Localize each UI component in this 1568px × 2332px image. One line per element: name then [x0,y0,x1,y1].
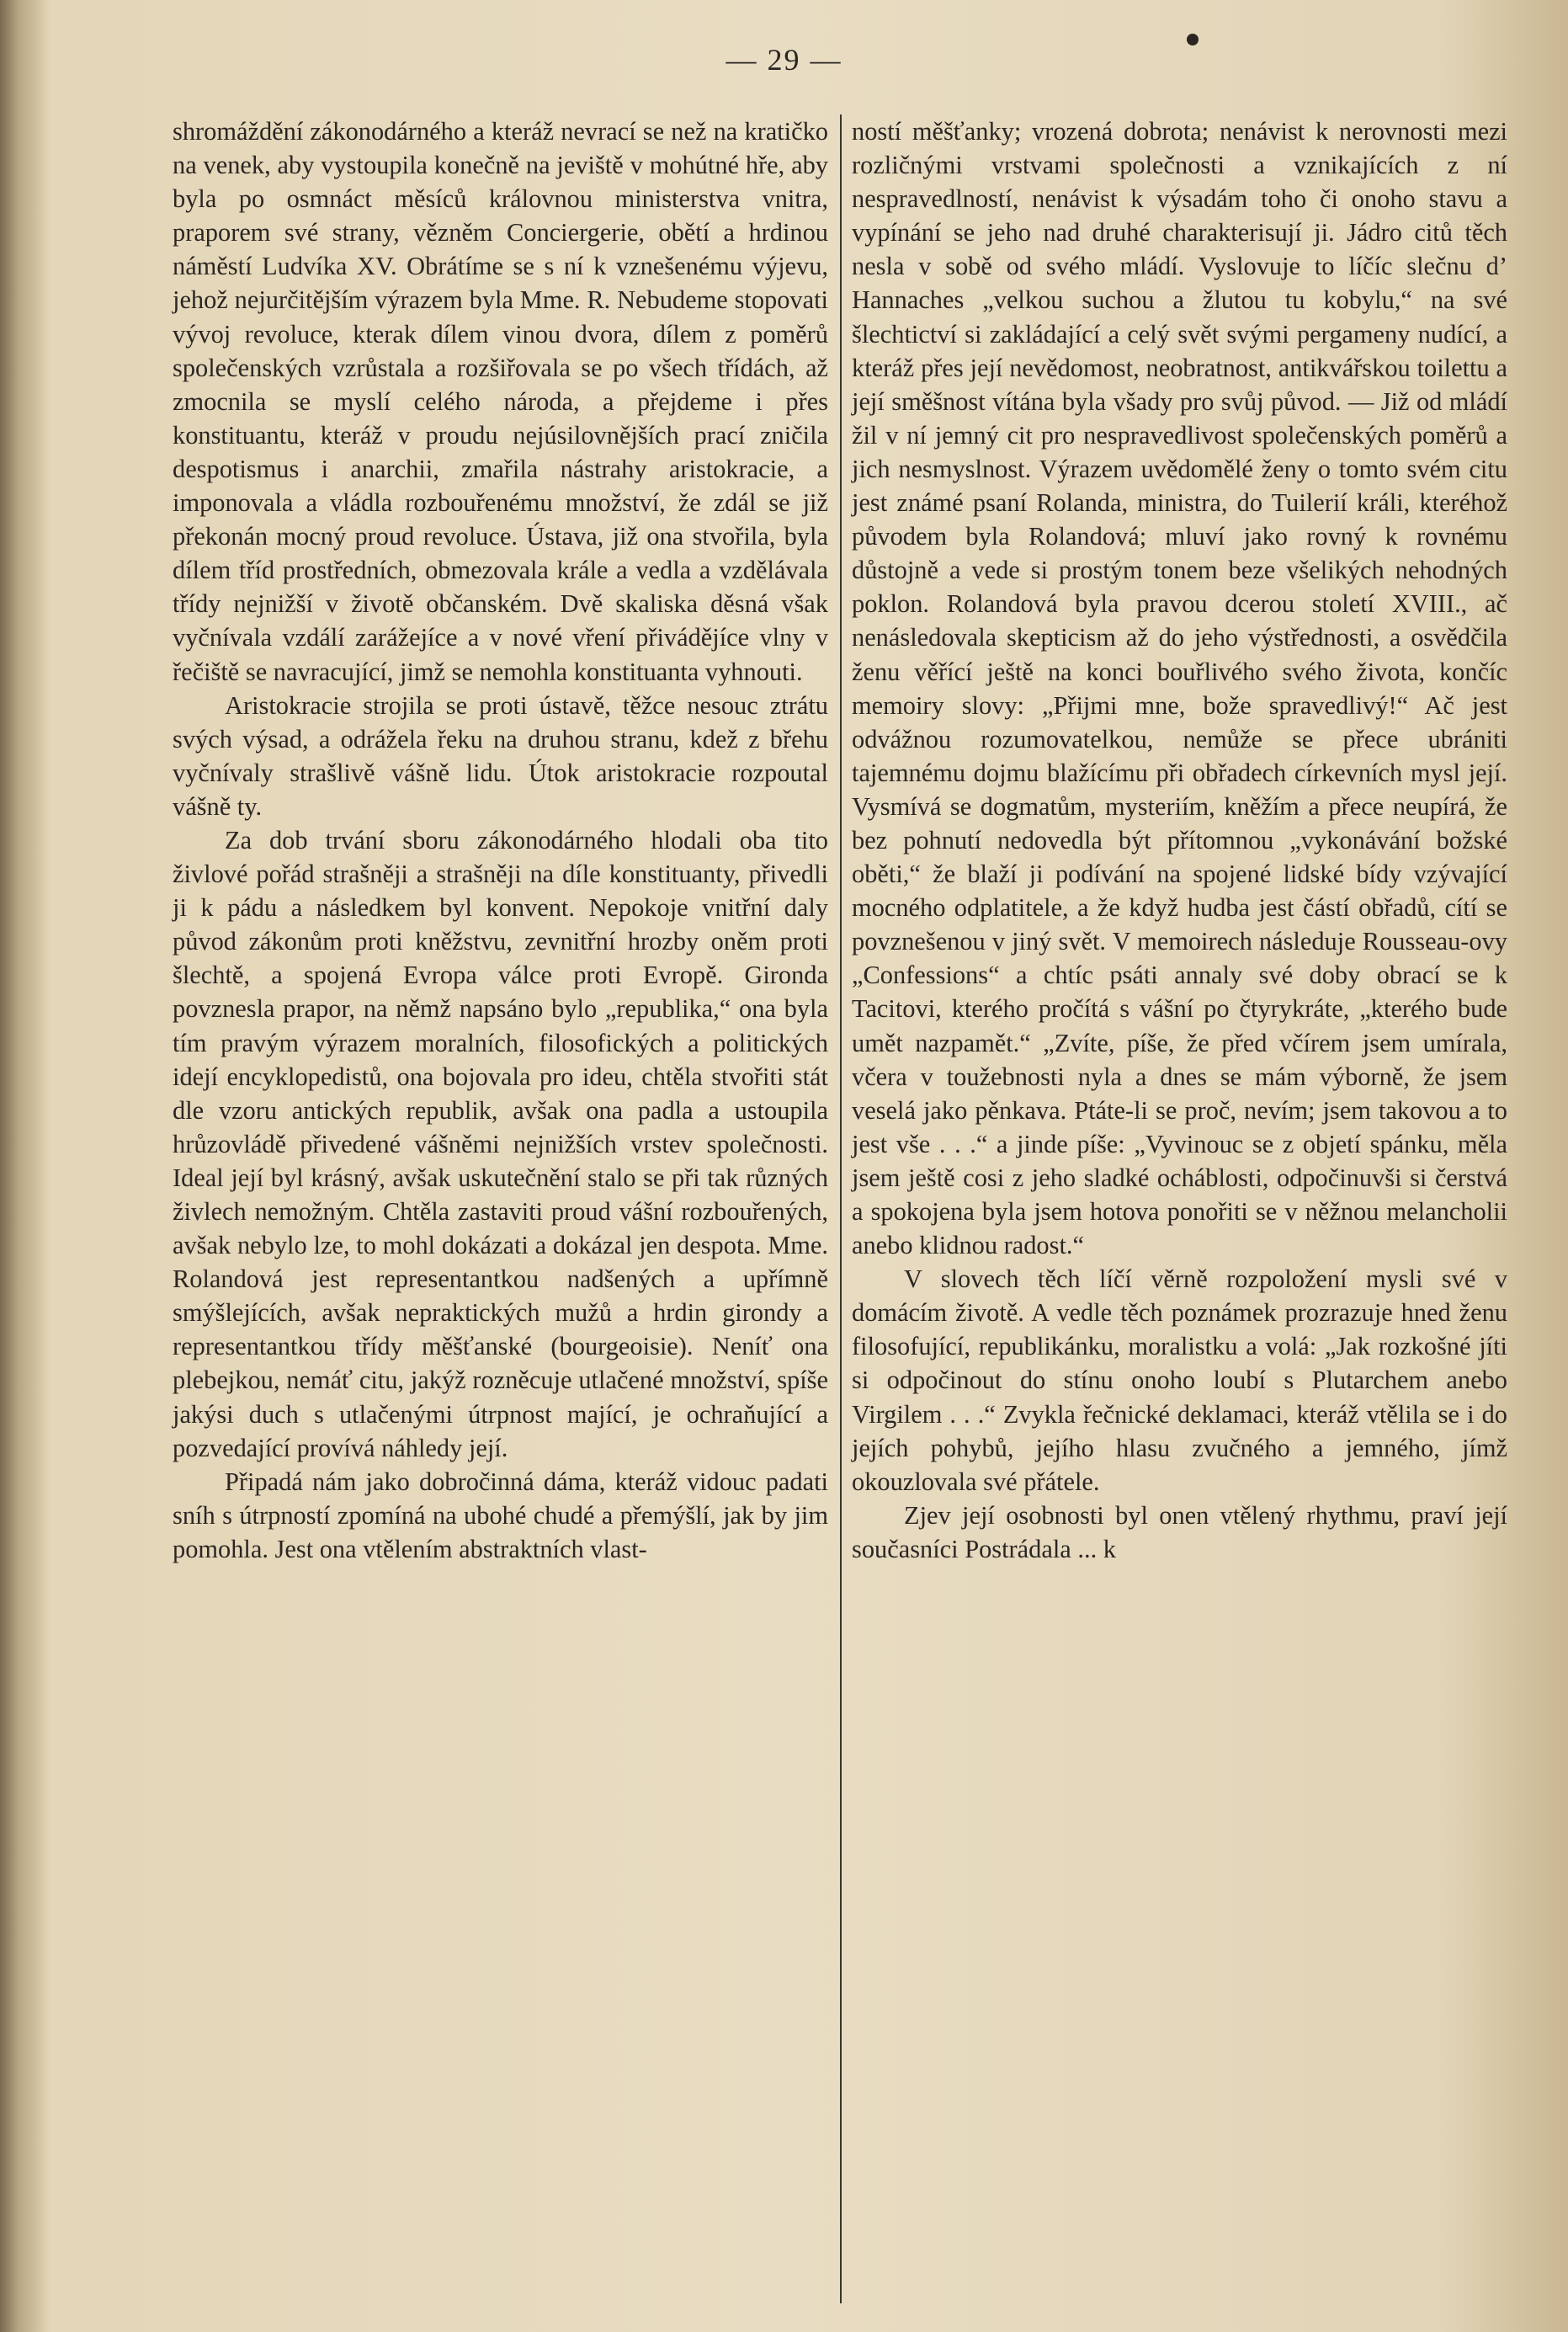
left-paragraph-3: Za dob trvání sboru zákonodárného hlodali oba tito živlové pořád strašněji a strašněji na díle konstituanty, přivedli ji k pádu a následkem byl konvent. Nepokoje vnitřní daly původ zákonům proti kněžstvu, zevnitřní hrozby oněm proti šlechtě, a spojená Evropa válce proti Evropě. Gironda povznesla prapor, na němž napsáno bylo „republika,“ ona byla tím pravým výrazem moralních, filosofických a politických idejí encyklopedistů, ona bojovala pro ideu, chtěla stvořiti stát dle vzoru antických republik, avšak ona padla a ustoupila hrůzovládě přivedené vášněmi nejnižších vrstev společnosti. Ideal její byl krásný, avšak uskutečnění stalo se při tak různých živlech nemožným. Chtěla zastaviti proud vášní rozbouřených, avšak nebylo lze, to mohl dokázati a dokázal jen despota. Mme. Rolandová jest representantkou nadšených a upřímně smýšlejících, avšak nepraktických mužů a hrdin girondy a representantkou třídy měšťanské (bourgeoisie). Neníť ona plebejkou, nemáť citu, jakýž rozněcuje utlačené množství, spíše jakýsi duch s utlačenými útrpnost mající, je ochraňující a pozvedající provívá náhledy její. [173,825,828,1462]
left-column [173,114,840,2303]
left-paragraph-1: shromáždění zákonodárného a kteráž nevrací se než na kratičko na venek, aby vystoupila konečně na jeviště v mohútné hře, aby byla po osmnáct měsíců královnou ministerstva vnitra, praporem své strany, vězněm Conciergerie, obětí a hrdinou náměstí Ludvíka XV. Obrátíme se s ní k vznešenému výjevu, jehož nejurčitějším výrazem byla Mme. R. Nebudeme stopovati vývoj revoluce, kterak dílem vinou dvora, dílem z poměrů společenských vzrůstala a rozšiřovala se po všech třídách, až zmocnila se myslí celého národa, a přejdeme i přes konstituantu, kteráž v proudu nejúsilovnějších prací zničila despotismus i anarchii, zmařila nástrahy aristokracie, a imponovala a vládla rozbouřenému množství, že zdál se již překonán mocný proud revoluce. Ústava, již ona stvořila, byla dílem tříd prostředních, obmezovala krále a vedla a vzdělávala třídy nejnižší v životě občanském. Dvě skaliska děsná však vyčnívala vzdálí zarážejíce a v nové vření přivádějíce vlny v řečiště se navracující, jimž se nemohla konstituanta vyhnouti. [173,117,828,686]
right-column [840,114,1507,2303]
left-paragraph-4: Připadá nám jako dobročinná dáma, kteráž vidouc padati sníh s útrpností zpomíná na ubohé chudé a přemýšlí, jak by jim pomohla. Jest ona vtělením abstraktních vlast- [173,1467,828,1563]
right-paragraph-1: ností měšťanky; vrozená dobrota; nenávist k nerovnosti mezi rozličnými vrstvami společnosti a vznikajících z ní nespravedlností, nenávist k výsadám toho či onoho stavu a vypínání se jeho nad druhé charakterisují ji. Jádro citů těch nesla v sobě od svého mládí. Vyslovuje to líčíc slečnu d’ Hannaches „velkou suchou a žlutou tu kobylu,“ na své šlechtictví si zakládající a celý svět svými pergameny nudící, a kteráž přes její nevědomost, neobratnost, antikvářskou toilettu a její směšnost vítána byla všady pro svůj původ. — Již od mládí žil v ní jemný cit pro nespravedlivost společenských poměrů a jich nesmyslnost. Výrazem uvědomělé ženy o tomto svém citu jest známé psaní Rolanda, ministra, do Tuilerií králi, kteréhož původem byla Rolandová; mluví jako rovný k rovnému důstojně a vede si prostým tonem beze všelikých nehodných poklon. Rolandová byla pravou dcerou století XVIII., ač nenásledovala skepticism až do jeho výstřednosti, a osvědčila ženu věřící ještě na konci bouřlivého svého života, končíc memoiry slovy: „Přijmi mne, bože spravedlivý!“ Ač jest odvážnou rozumovatelkou, nemůže se přece ubrániti tajemnému dojmu blažícímu při obřadech církevních mysl její. Vysmívá se dogmatům, mysteriím, kněžím a přece neupírá, že bez pohnutí nedovedla být přítomnou „vykonávání božské oběti,“ že blaží ji podívání na spojené lidské bídy vzývající mocného odplatitele, a že když hudba jest částí obřadů, cítí se povznešenou v jiný svět. V memoirech následuje Rousseau-ovy „Confessions“ a chtíc psáti annaly své doby obrací se k Tacitovi, kterého pročítá s vášní po čtyrykráte, „kterého bude umět nazpamět.“ „Zvíte, píše, že před včírem jsem umírala, včera v toužebnosti nyla a dnes se mám výborně, že jsem veselá jako pěnkava. Ptáte-li se proč, nevím; jsem takovou a to jest vše . . .“ a jinde píše: „Vyvinouc se z objetí spánku, měla jsem ještě cosi z jeho sladké ocháblosti, odpočinuvši si čerstvá a spokojena byla jsem hotova ponořiti se v něžnou melancholii anebo klidnou radost.“ [852,117,1507,1260]
right-paragraph-2: V slovech těch líčí věrně rozpoložení mysli své v domácím životě. A vedle těch poznámek prozrazuje hned ženu filosofující, republikánku, moralistku a volá: „Jak rozkošné jíti si odpočinout do stínu onoho loubí s Plutarchem anebo Virgilem . . .“ Zvykla řečnické deklamaci, kteráž vtělila se i do jejích pohybů, jejího hlasu zvučného a jemného, jímž okouzlovala své přátele. [852,1264,1507,1496]
page-number: — 29 — [726,43,842,77]
right-paragraph-3: Zjev její osobnosti byl onen vtělený rhythmu, praví její současníci Postrádala ... k [852,1500,1507,1563]
left-paragraph-2: Aristokracie strojila se proti ústavě, těžce nesouc ztrátu svých výsad, a odrážela řeku na druhou stranu, kdež z břehu vyčnívaly strašlivě vášně lidu. Útok aristokracie rozpoutal vášně ty. [173,690,828,821]
text-columns [173,114,1509,2303]
